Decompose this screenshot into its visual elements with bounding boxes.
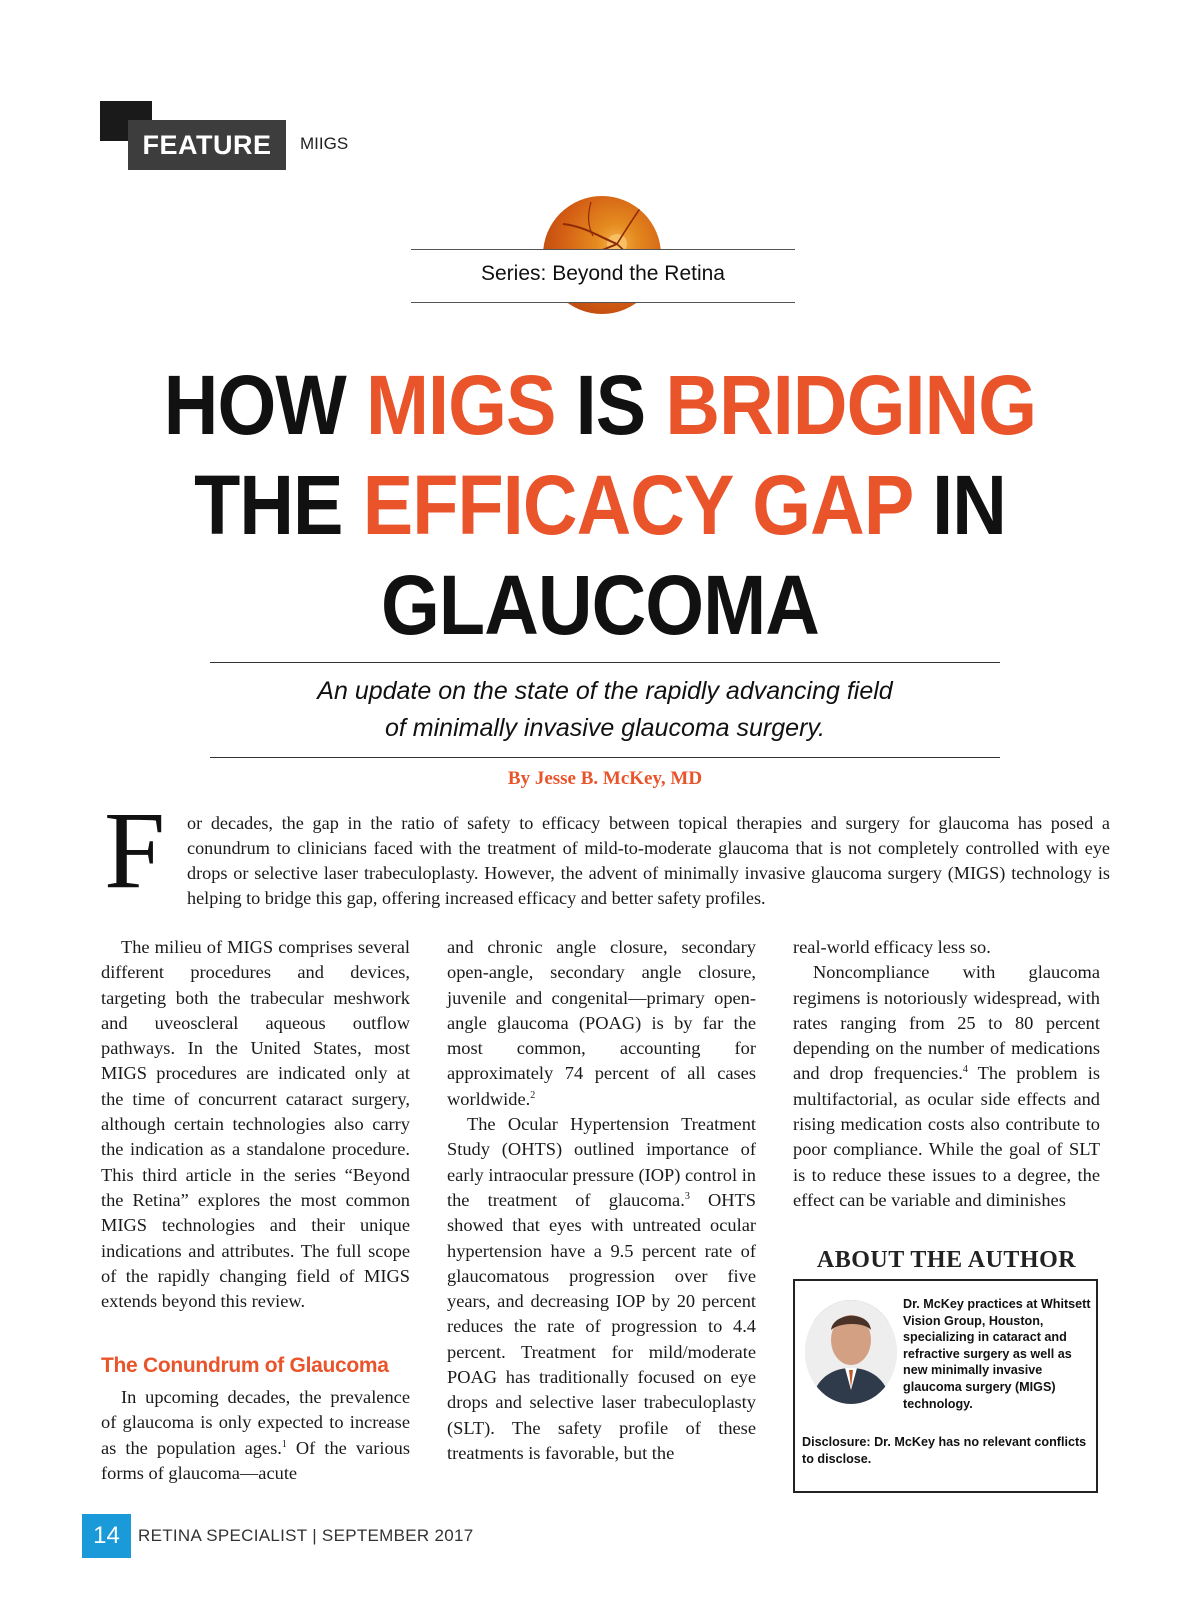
- column-1: [101, 935, 410, 1314]
- text-span: The problem is multifactorial, as ocular side effects and rising medication costs also contribute to poor compliance. While the goal of SLT is to reduce these issues to a degree, the effect can be variable and diminishes: [793, 1063, 1100, 1210]
- reference-number: 4: [962, 1064, 968, 1076]
- subtitle-line-1: An update on the state of the rapidly advancing field: [317, 677, 893, 705]
- text-span: Noncompliance with glaucoma regimens is notoriously widespread, with rates ranging from 25 to 80 percent depending on the number of medications and drop frequencies.: [793, 962, 1100, 1084]
- subtitle-line-2: of minimally invasive glaucoma surgery.: [385, 714, 825, 742]
- author-disclosure: Disclosure: Dr. McKey has no relevant conflicts to disclose.: [802, 1435, 1087, 1466]
- drop-cap: F: [104, 789, 166, 911]
- byline: By Jesse B. McKey, MD: [507, 768, 703, 789]
- text-span: Of the various forms of glaucoma—acute: [101, 1437, 410, 1483]
- about-author-heading: ABOUT THE AUTHOR: [816, 1247, 1077, 1273]
- avatar: [805, 1300, 897, 1404]
- headline-accent-word: EFFICACY GAP: [362, 458, 913, 552]
- headline-line-3: [114, 555, 1086, 655]
- column-1-continued: [101, 1385, 410, 1486]
- text-span: In upcoming decades, the prevalence of glaucoma is only expected to increase as the population ages.: [101, 1387, 410, 1458]
- series-top-rule-overlay: [411, 249, 795, 250]
- text-span: The Ocular Hypertension Treatment Study (OHTS) outlined importance of early intraocular pressure (IOP) control in the treatment of glaucoma.: [447, 1114, 756, 1210]
- column-2-paragraph-2: [447, 1112, 756, 1466]
- reference-number: 3: [684, 1190, 690, 1202]
- headline: [114, 355, 1086, 655]
- column-1-paragraph-2: [101, 1385, 410, 1486]
- reference-number: 1: [281, 1438, 287, 1450]
- headline-word: IN: [912, 458, 1006, 552]
- headline-word: IS: [555, 358, 666, 452]
- author-bio: Dr. McKey practices at Whitsett Vision Group, Houston, specializing in cataract and refractive surgery as well as new minimally invasive glaucoma surgery (MIGS) technology.: [903, 1297, 1091, 1411]
- column-1-paragraph-1: The milieu of MIGS comprises several different procedures and devices, targeting both the trabecular meshwork and uveoscleral aqueous outflow pathways. In the United States, most MIGS procedures are indicated only at the time of concurrent cataract surgery, although certain technologies also carry the indication as a standalone procedure. This third article in the series “Beyond the Retina” explores the most common MIGS technologies and their unique indications and attributes. The full scope of the rapidly changing field of MIGS extends beyond this review.: [101, 937, 410, 1312]
- headline-line-2: [114, 455, 1086, 555]
- headline-accent-word: MIGS: [365, 358, 556, 452]
- subtitle-bottom-rule: [210, 757, 1000, 758]
- intro-paragraph: or decades, the gap in the ratio of safety to efficacy between topical therapies and surgery for glaucoma has posed a conundrum to clinicians faced with the treatment of mild-to-moderate glaucoma that is not completely controlled with eye drops or selective laser trabeculoplasty. However, the advent of minimally invasive glaucoma surgery (MIGS) technology is helping to bridge this gap, offering increased efficacy and better safety profiles.: [187, 813, 1110, 908]
- feature-tag: FEATURE: [128, 120, 286, 170]
- headline-word: HOW: [163, 358, 366, 452]
- column-3-paragraph-1: real-world efficacy less so.: [793, 937, 991, 957]
- author-portrait: [805, 1300, 897, 1404]
- text-span: OHTS showed that eyes with untreated ocular hypertension have a 9.5 percent rate of glaucomatous progression over five years, and decreasing IOP by 20 percent reduces the rate of progression to 4.4 percent. Treatment for mild/moderate POAG has traditionally focused on eye drops and selective laser trabeculoplasty (SLT). The safety profile of these treatments is favorable, but the: [447, 1189, 757, 1463]
- page-number: 14: [82, 1514, 131, 1558]
- column-2-paragraph-1: [447, 935, 756, 1112]
- series-title: Series: Beyond the Retina: [481, 262, 725, 285]
- text-span: and chronic angle closure, secondary open-angle, secondary angle closure, juvenile and congenital—primary open-angle glaucoma (POAG) is by far the most common, accounting for approximately 74 percent of all cases worldwide.: [447, 937, 756, 1109]
- subtitle-top-rule: [210, 662, 1000, 663]
- column-3-paragraph-2: [793, 960, 1100, 1213]
- headline-line-1: [114, 355, 1086, 455]
- reference-number: 2: [530, 1089, 536, 1101]
- column-3: [793, 935, 1100, 1213]
- column-2: [447, 935, 756, 1466]
- headline-word: THE: [194, 458, 363, 552]
- series-bottom-rule: [411, 302, 795, 303]
- headline-accent-word: BRIDGING: [665, 358, 1037, 452]
- section-heading: The Conundrum of Glaucoma: [101, 1354, 389, 1377]
- section-label: MIIGS: [300, 134, 349, 153]
- subtitle: [210, 673, 1000, 747]
- headline-word: GLAUCOMA: [381, 558, 819, 652]
- publication-footer: RETINA SPECIALIST | SEPTEMBER 2017: [138, 1526, 474, 1545]
